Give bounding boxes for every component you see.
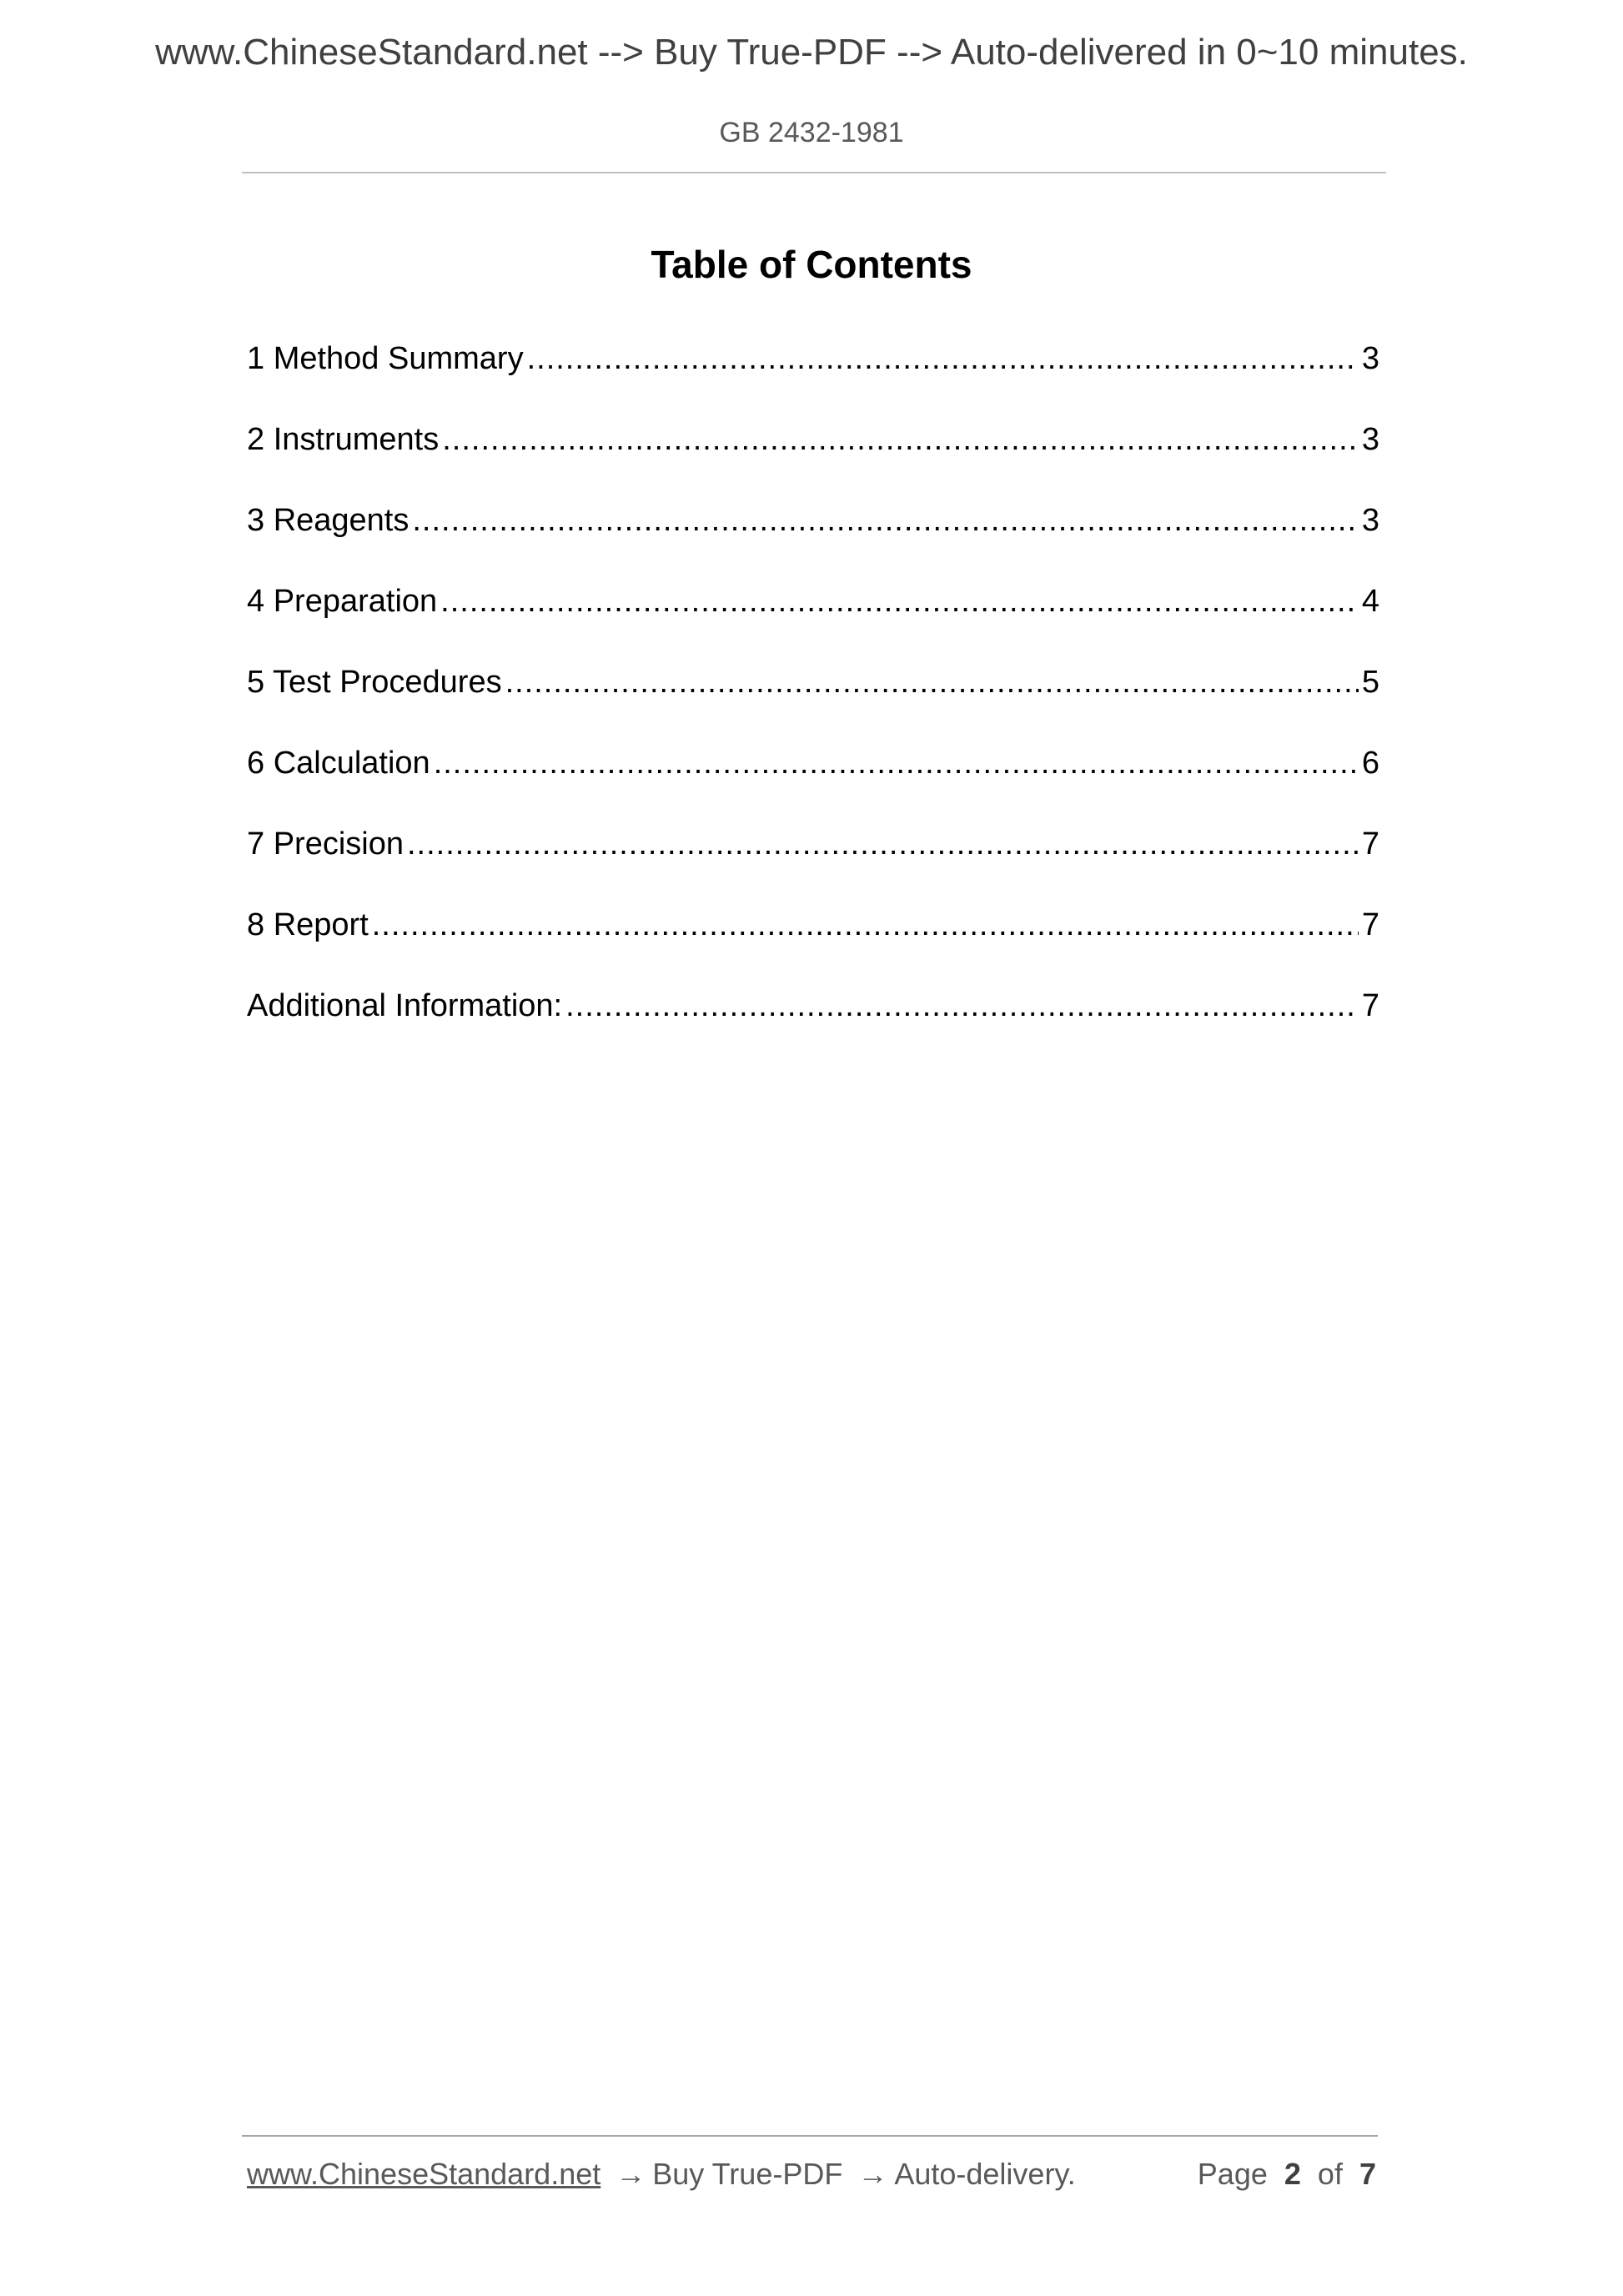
toc-dot-leader — [440, 576, 1359, 626]
page-indicator — [1198, 2157, 1376, 2192]
toc-entry-page: 7 — [1361, 826, 1379, 862]
of-word: of — [1317, 2157, 1343, 2191]
header-divider — [242, 172, 1386, 173]
page-total: 7 — [1359, 2157, 1376, 2191]
toc-entry-label: 5 Test Procedures — [247, 665, 502, 700]
toc-entry-label: 6 Calculation — [247, 746, 430, 781]
footer-promo — [247, 2157, 1076, 2192]
toc-list — [247, 334, 1379, 1062]
toc-entry-label: 2 Instruments — [247, 422, 440, 457]
toc-entry-page: 3 — [1361, 503, 1379, 538]
toc-dot-leader — [527, 334, 1359, 384]
toc-dot-leader — [412, 495, 1358, 545]
standard-code: GB 2432-1981 — [719, 117, 904, 148]
toc-entry-page: 3 — [1361, 422, 1379, 457]
toc-entry-label: 8 Report — [247, 907, 369, 942]
toc-entry-page: 4 — [1361, 584, 1379, 619]
toc-entry-page: 3 — [1361, 341, 1379, 376]
toc-entry-page: 7 — [1361, 907, 1379, 942]
page-word: Page — [1197, 2157, 1268, 2191]
toc-entry-additional-information[interactable] — [247, 981, 1379, 1062]
toc-entry-label: 1 Method Summary — [247, 341, 524, 376]
page-current: 2 — [1284, 2157, 1301, 2191]
toc-entry-label: Additional Information: — [247, 988, 563, 1023]
toc-dot-leader — [505, 657, 1359, 707]
footer-divider — [242, 2135, 1378, 2137]
toc-dot-leader — [372, 900, 1359, 950]
toc-dot-leader — [565, 981, 1359, 1031]
footer-site-link[interactable]: www.ChineseStandard.net — [247, 2157, 601, 2191]
toc-entry-report[interactable] — [247, 900, 1379, 981]
arrow-right-icon: → — [857, 2157, 888, 2191]
toc-entry-reagents[interactable] — [247, 495, 1379, 576]
toc-entry-label: 3 Reagents — [247, 503, 410, 538]
toc-entry-method-summary[interactable] — [247, 334, 1379, 414]
toc-entry-precision[interactable] — [247, 819, 1379, 900]
toc-entry-instruments[interactable] — [247, 414, 1379, 495]
toc-dot-leader — [407, 819, 1359, 869]
header-banner: www.ChineseStandard.net --> Buy True-PDF --> Auto-delivered in 0~10 minutes. — [155, 32, 1468, 73]
toc-entry-test-procedures[interactable] — [247, 657, 1379, 738]
toc-entry-preparation[interactable] — [247, 576, 1379, 657]
toc-entry-page: 6 — [1361, 746, 1379, 781]
toc-entry-label: 7 Precision — [247, 826, 404, 862]
toc-dot-leader — [442, 414, 1359, 465]
toc-dot-leader — [434, 738, 1359, 788]
toc-entry-page: 5 — [1361, 665, 1379, 700]
toc-title: Table of Contents — [651, 243, 972, 286]
toc-entry-calculation[interactable] — [247, 738, 1379, 819]
arrow-right-icon: → — [616, 2157, 646, 2191]
toc-entry-page: 7 — [1361, 988, 1379, 1023]
toc-entry-label: 4 Preparation — [247, 584, 438, 619]
footer-buy-text: Buy True-PDF — [652, 2157, 843, 2191]
footer-delivery-text: Auto-delivery. — [894, 2157, 1076, 2191]
